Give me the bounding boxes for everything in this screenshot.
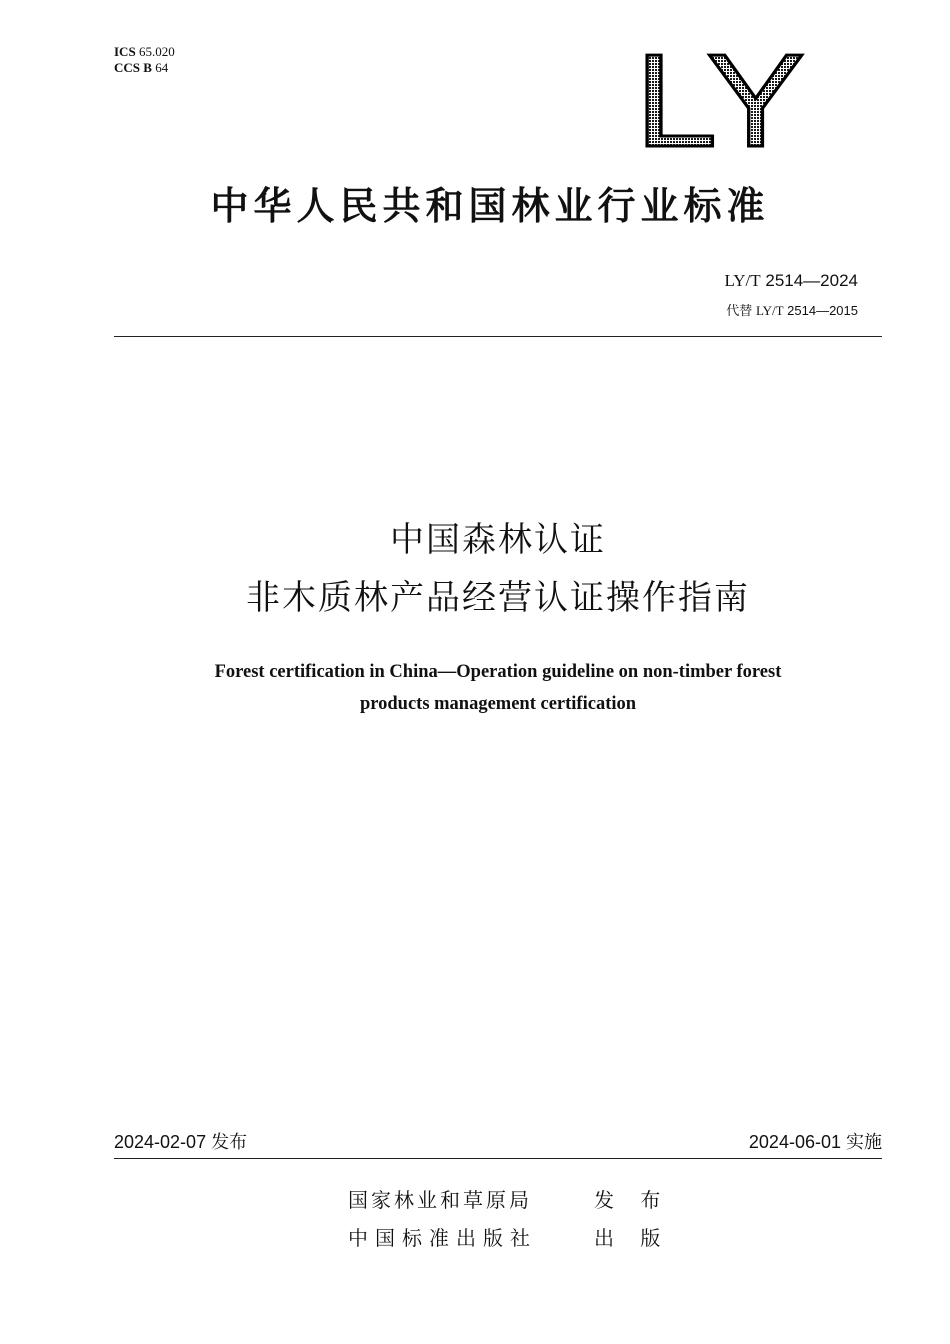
standard-number (725, 270, 858, 292)
issue-date-value: 2024-02-07 (114, 1132, 207, 1152)
bottom-divider (114, 1158, 882, 1159)
ccs-label: CCS (114, 60, 141, 75)
ly-logo-text: LY (635, 48, 805, 152)
cn-title-line2: 非木质林产品经营认证操作指南 (246, 578, 750, 618)
standard-number-value: 2514—2024 (765, 271, 858, 290)
replaces-note (726, 302, 858, 320)
ics-code (114, 44, 175, 60)
ccs-code (114, 60, 175, 76)
ly-logo (634, 48, 806, 152)
standard-category-title: 中华人民共和国林业行业标准 (210, 184, 770, 228)
en-title (130, 656, 866, 720)
ccs-value: 64 (155, 60, 169, 75)
replaces-prefix: LY/T (755, 303, 784, 318)
classification-codes (114, 44, 175, 76)
ccs-class: B (143, 60, 152, 75)
effective-date-value: 2024-06-01 (748, 1132, 841, 1152)
effective-date (749, 1130, 882, 1155)
issue-label: 发布 (211, 1132, 248, 1153)
issue-date (114, 1130, 247, 1155)
issuing-role: 发 布 (594, 1188, 671, 1212)
publishing-role: 出 版 (594, 1226, 671, 1250)
replaces-label: 代替 (726, 303, 753, 318)
standard-prefix: LY/T (724, 271, 761, 290)
issuing-authority: 国家林业和草原局 (348, 1188, 532, 1212)
top-divider (114, 336, 882, 337)
publishing-house: 中国标准出版社 (348, 1226, 537, 1250)
en-title-line1: Forest certification in China—Operation guideline on non-timber forest (214, 662, 782, 682)
ics-value: 65.020 (138, 44, 175, 59)
replaces-number: 2514—2015 (787, 303, 858, 318)
cn-title-line1: 中国森林认证 (390, 520, 606, 560)
en-title-line2: products management certification (359, 694, 637, 714)
effective-label: 实施 (846, 1132, 882, 1153)
ics-label: ICS (114, 44, 136, 59)
